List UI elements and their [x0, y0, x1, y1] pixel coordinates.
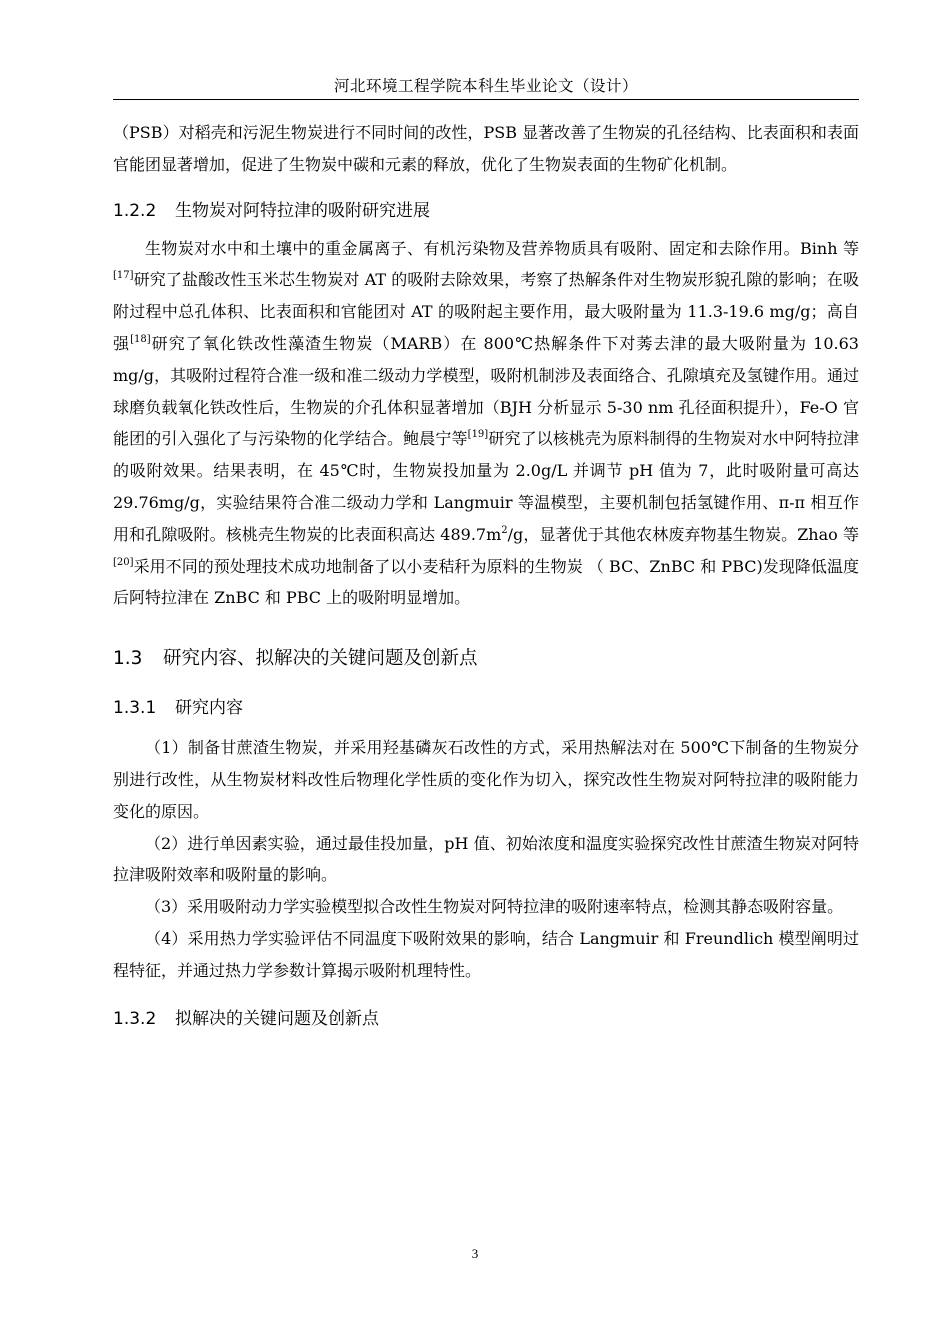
page-body: [113, 117, 859, 1037]
citation-20: [20]: [113, 556, 134, 568]
text-run: 研究了氧化铁改性藻渣生物炭（MARB）在 800℃热解条件下对莠去津的最大吸附量为 10.63 mg/g，其吸附过程符合准一级和准二级动力学模型，吸附机制涉及表面络合、孔隙填充及氢键作用。通过球磨负载氧化铁改性后，生物炭的介孔体积显著增加（BJH 分析显示 5-30 nm 孔径面积提升），Fe-O 官能团的引入强化了与污染物的化学结合。鲍晨宁等: [113, 333, 859, 449]
citation-19: [19]: [467, 429, 489, 441]
research-item-1: （1）制备甘蔗渣生物炭，并采用羟基磷灰石改性的方式，采用热解法对在 500℃下制备的生物炭分别进行改性，从生物炭材料改性后物理化学性质的变化作为切入，探究改性生物炭对阿特拉津的吸附能力变化的原因。: [113, 738, 859, 821]
heading-title: 生物炭对阿特拉津的吸附研究进展: [175, 200, 430, 221]
research-item-3: （3）采用吸附动力学实验模型拟合改性生物炭对阿特拉津的吸附速率特点，检测其静态吸附容量。: [145, 897, 844, 917]
research-item-2: （2）进行单因素实验，通过最佳投加量，pH 值、初始浓度和温度实验探究改性甘蔗渣生物炭对阿特拉津吸附效率和吸附量的影响。: [113, 833, 859, 885]
heading-1-2-2: [113, 193, 859, 229]
research-item-4: （4）采用热力学实验评估不同温度下吸附效果的影响，结合 Langmuir 和 Freundlich 模型阐明过程特征，并通过热力学参数计算揭示吸附机理特性。: [113, 928, 859, 980]
text-run: 生物炭对水中和土壤中的重金属离子、有机污染物及营养物质具有吸附、固定和去除作用。Binh 等: [145, 238, 859, 258]
heading-number: 1.2.2: [113, 200, 157, 221]
text-run: 研究了盐酸改性玉米芯生物炭对 AT 的吸附去除效果，考察了热解条件对生物炭形貌孔隙的影响；在吸附过程中总孔体积、比表面积和官能团对 AT 的吸附起主要作用，最大吸附量为 11.3-19.6 mg/g；高自强: [113, 270, 859, 353]
citation-17: [17]: [113, 270, 134, 282]
heading-number: 1.3: [113, 648, 143, 670]
text-run: /g，显著优于其他农林废弃物基生物炭。Zhao 等: [507, 524, 859, 544]
paragraph-psb-modification: （PSB）对稻壳和污泥生物炭进行不同时间的改性，PSB 显著改善了生物炭的孔径结构、比表面积和表面官能团显著增加，促进了生物炭中碳和元素的释放，优化了生物炭表面的生物矿化机制。: [113, 123, 859, 174]
heading-1-3-1: [113, 690, 859, 726]
heading-1-3: [113, 640, 859, 678]
heading-number: 1.3.2: [113, 1008, 157, 1029]
text-run: 采用不同的预处理技术成功地制备了以小麦秸秆为原料的生物炭 （ BC、ZnBC 和 PBC)发现降低温度后阿特拉津在 ZnBC 和 PBC 上的吸附明显增加。: [113, 556, 859, 608]
superscript-2: 2: [501, 524, 508, 536]
heading-title: 研究内容、拟解决的关键问题及创新点: [163, 648, 478, 670]
heading-title: 拟解决的关键问题及创新点: [175, 1008, 379, 1029]
text-run: 研究了以核桃壳为原料制得的生物炭对水中阿特拉津的吸附效果。结果表明，在 45℃时，生物炭投加量为 2.0g/L 并调节 pH 值为 7，此时吸附量可高达 29.76mg/g，实验结果符合准二级动力学和 Langmuir 等温模型，主要机制包括氢键作用、π-π 相互作用和孔隙吸附。核桃壳生物炭的比表面积高达 489.7m: [113, 429, 859, 544]
heading-1-3-2: [113, 1001, 859, 1037]
page-number: 3: [471, 1246, 479, 1261]
citation-18: [18]: [130, 333, 151, 345]
header-rule: [113, 99, 859, 100]
running-header: 河北环境工程学院本科生毕业论文（设计）: [333, 77, 638, 95]
heading-number: 1.3.1: [113, 698, 157, 719]
paragraph-adsorption-progress: [113, 233, 859, 615]
heading-title: 研究内容: [175, 698, 243, 719]
